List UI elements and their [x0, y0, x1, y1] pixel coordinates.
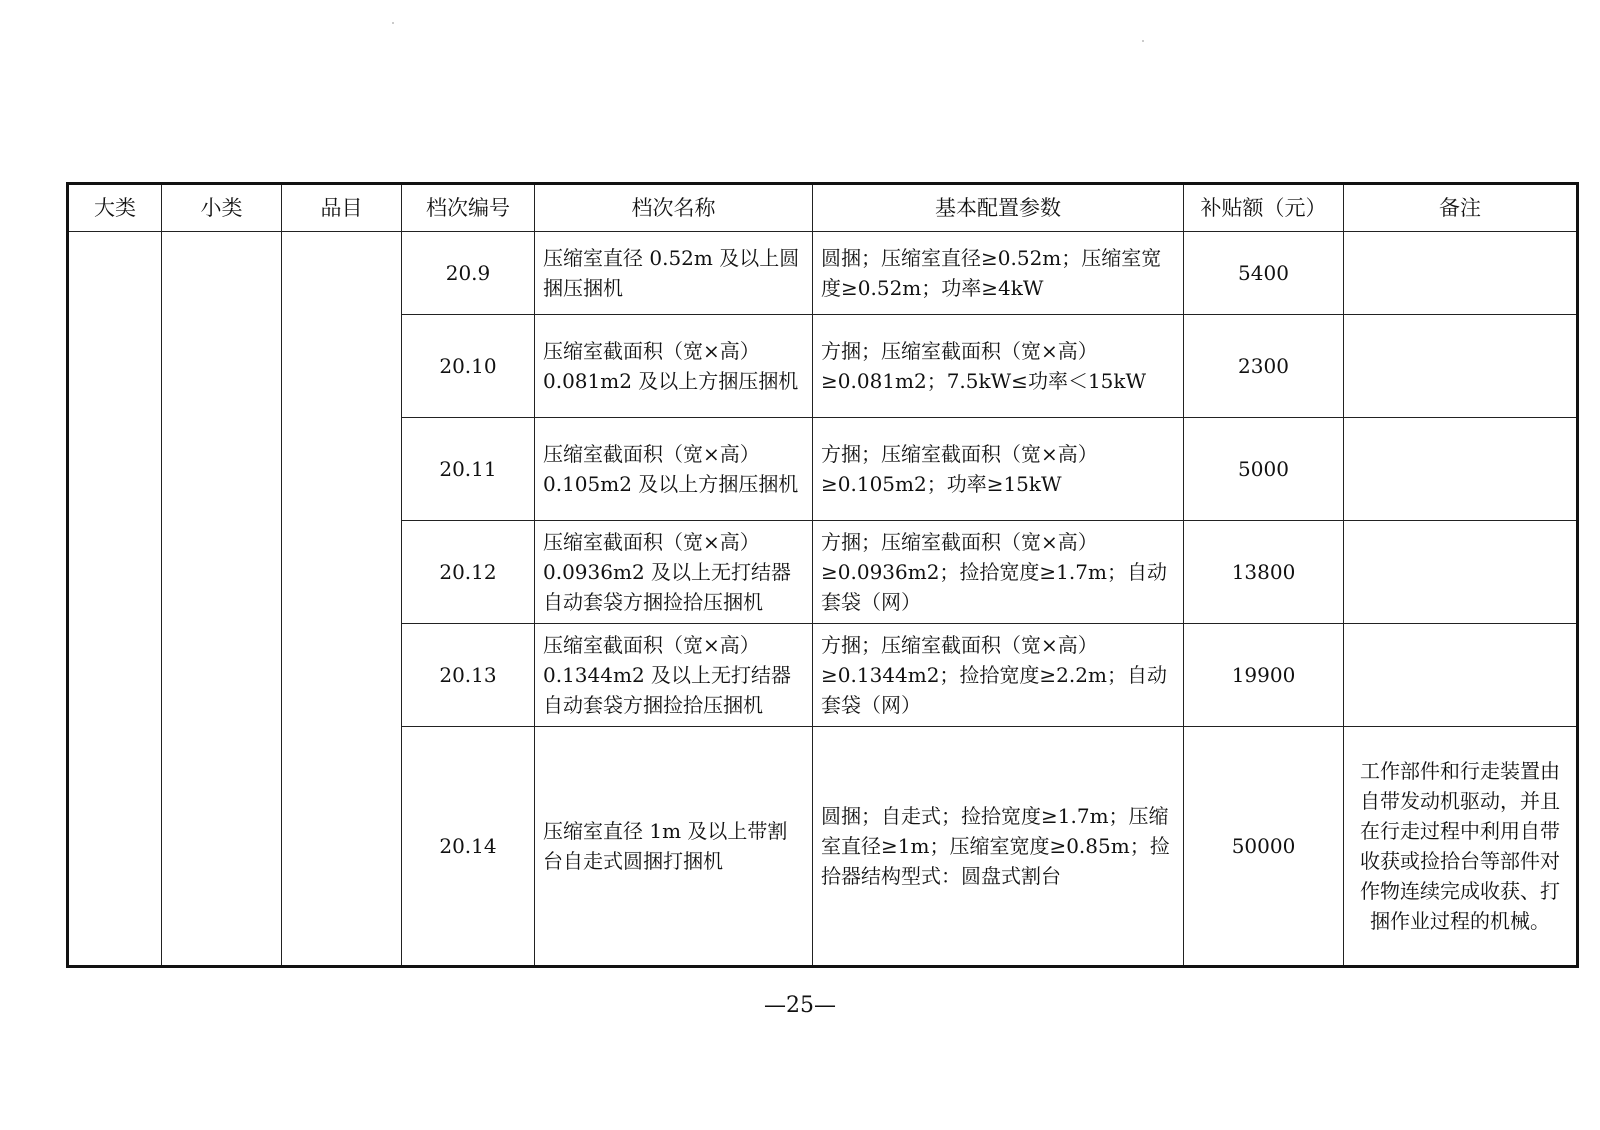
- params-cell: 圆捆；压缩室直径≥0.52m；压缩室宽度≥0.52m；功率≥4kW: [813, 232, 1184, 315]
- subsidy-cell: 13800: [1184, 521, 1344, 624]
- grade-code-cell: 20.9: [402, 232, 535, 315]
- header-category: 大类: [68, 184, 162, 232]
- remarks-cell: [1344, 418, 1578, 521]
- subsidy-cell: 5000: [1184, 418, 1344, 521]
- subsidy-cell: 19900: [1184, 624, 1344, 727]
- subsidy-cell: 2300: [1184, 315, 1344, 418]
- subcategory-cell: [162, 232, 282, 967]
- subsidy-table: [66, 182, 1579, 968]
- header-subcategory: 小类: [162, 184, 282, 232]
- subsidy-cell: 50000: [1184, 727, 1344, 967]
- header-subsidy: 补贴额（元）: [1184, 184, 1344, 232]
- item-cell: [282, 232, 402, 967]
- remarks-cell: 工作部件和行走装置由自带发动机驱动，并且在行走过程中利用自带收获或捡拾台等部件对作物连续完成收获、打捆作业过程的机械。: [1344, 727, 1578, 967]
- subsidy-cell: 5400: [1184, 232, 1344, 315]
- grade-name-cell: 压缩室截面积（宽×高）0.105m2 及以上方捆压捆机: [535, 418, 813, 521]
- header-params: 基本配置参数: [813, 184, 1184, 232]
- header-grade-name: 档次名称: [535, 184, 813, 232]
- remarks-cell: [1344, 624, 1578, 727]
- header-item: 品目: [282, 184, 402, 232]
- header-remarks: 备注: [1344, 184, 1578, 232]
- grade-code-cell: 20.10: [402, 315, 535, 418]
- grade-name-cell: 压缩室直径 0.52m 及以上圆捆压捆机: [535, 232, 813, 315]
- grade-code-cell: 20.12: [402, 521, 535, 624]
- header-grade-code: 档次编号: [402, 184, 535, 232]
- category-cell: [68, 232, 162, 967]
- grade-name-cell: 压缩室截面积（宽×高）0.0936m2 及以上无打结器自动套袋方捆捡拾压捆机: [535, 521, 813, 624]
- remarks-cell: [1344, 521, 1578, 624]
- params-cell: 方捆；压缩室截面积（宽×高）≥0.105m2；功率≥15kW: [813, 418, 1184, 521]
- grade-name-cell: 压缩室直径 1m 及以上带割台自走式圆捆打捆机: [535, 727, 813, 967]
- grade-code-cell: 20.14: [402, 727, 535, 967]
- remarks-cell: [1344, 315, 1578, 418]
- scan-speck: [1142, 40, 1144, 42]
- table-row: [68, 232, 1578, 315]
- params-cell: 方捆；压缩室截面积（宽×高）≥0.1344m2；捡拾宽度≥2.2m；自动套袋（网）: [813, 624, 1184, 727]
- params-cell: 方捆；压缩室截面积（宽×高）≥0.0936m2；捡拾宽度≥1.7m；自动套袋（网）: [813, 521, 1184, 624]
- table-header-row: [68, 184, 1578, 232]
- params-cell: 圆捆；自走式；捡拾宽度≥1.7m；压缩室直径≥1m；压缩室宽度≥0.85m；捡拾器结构型式：圆盘式割台: [813, 727, 1184, 967]
- remarks-cell: [1344, 232, 1578, 315]
- page-number: —25—: [764, 993, 836, 1018]
- grade-code-cell: 20.11: [402, 418, 535, 521]
- params-cell: 方捆；压缩室截面积（宽×高）≥0.081m2；7.5kW≤功率＜15kW: [813, 315, 1184, 418]
- grade-code-cell: 20.13: [402, 624, 535, 727]
- scan-speck: [392, 22, 394, 24]
- grade-name-cell: 压缩室截面积（宽×高）0.081m2 及以上方捆压捆机: [535, 315, 813, 418]
- grade-name-cell: 压缩室截面积（宽×高）0.1344m2 及以上无打结器自动套袋方捆捡拾压捆机: [535, 624, 813, 727]
